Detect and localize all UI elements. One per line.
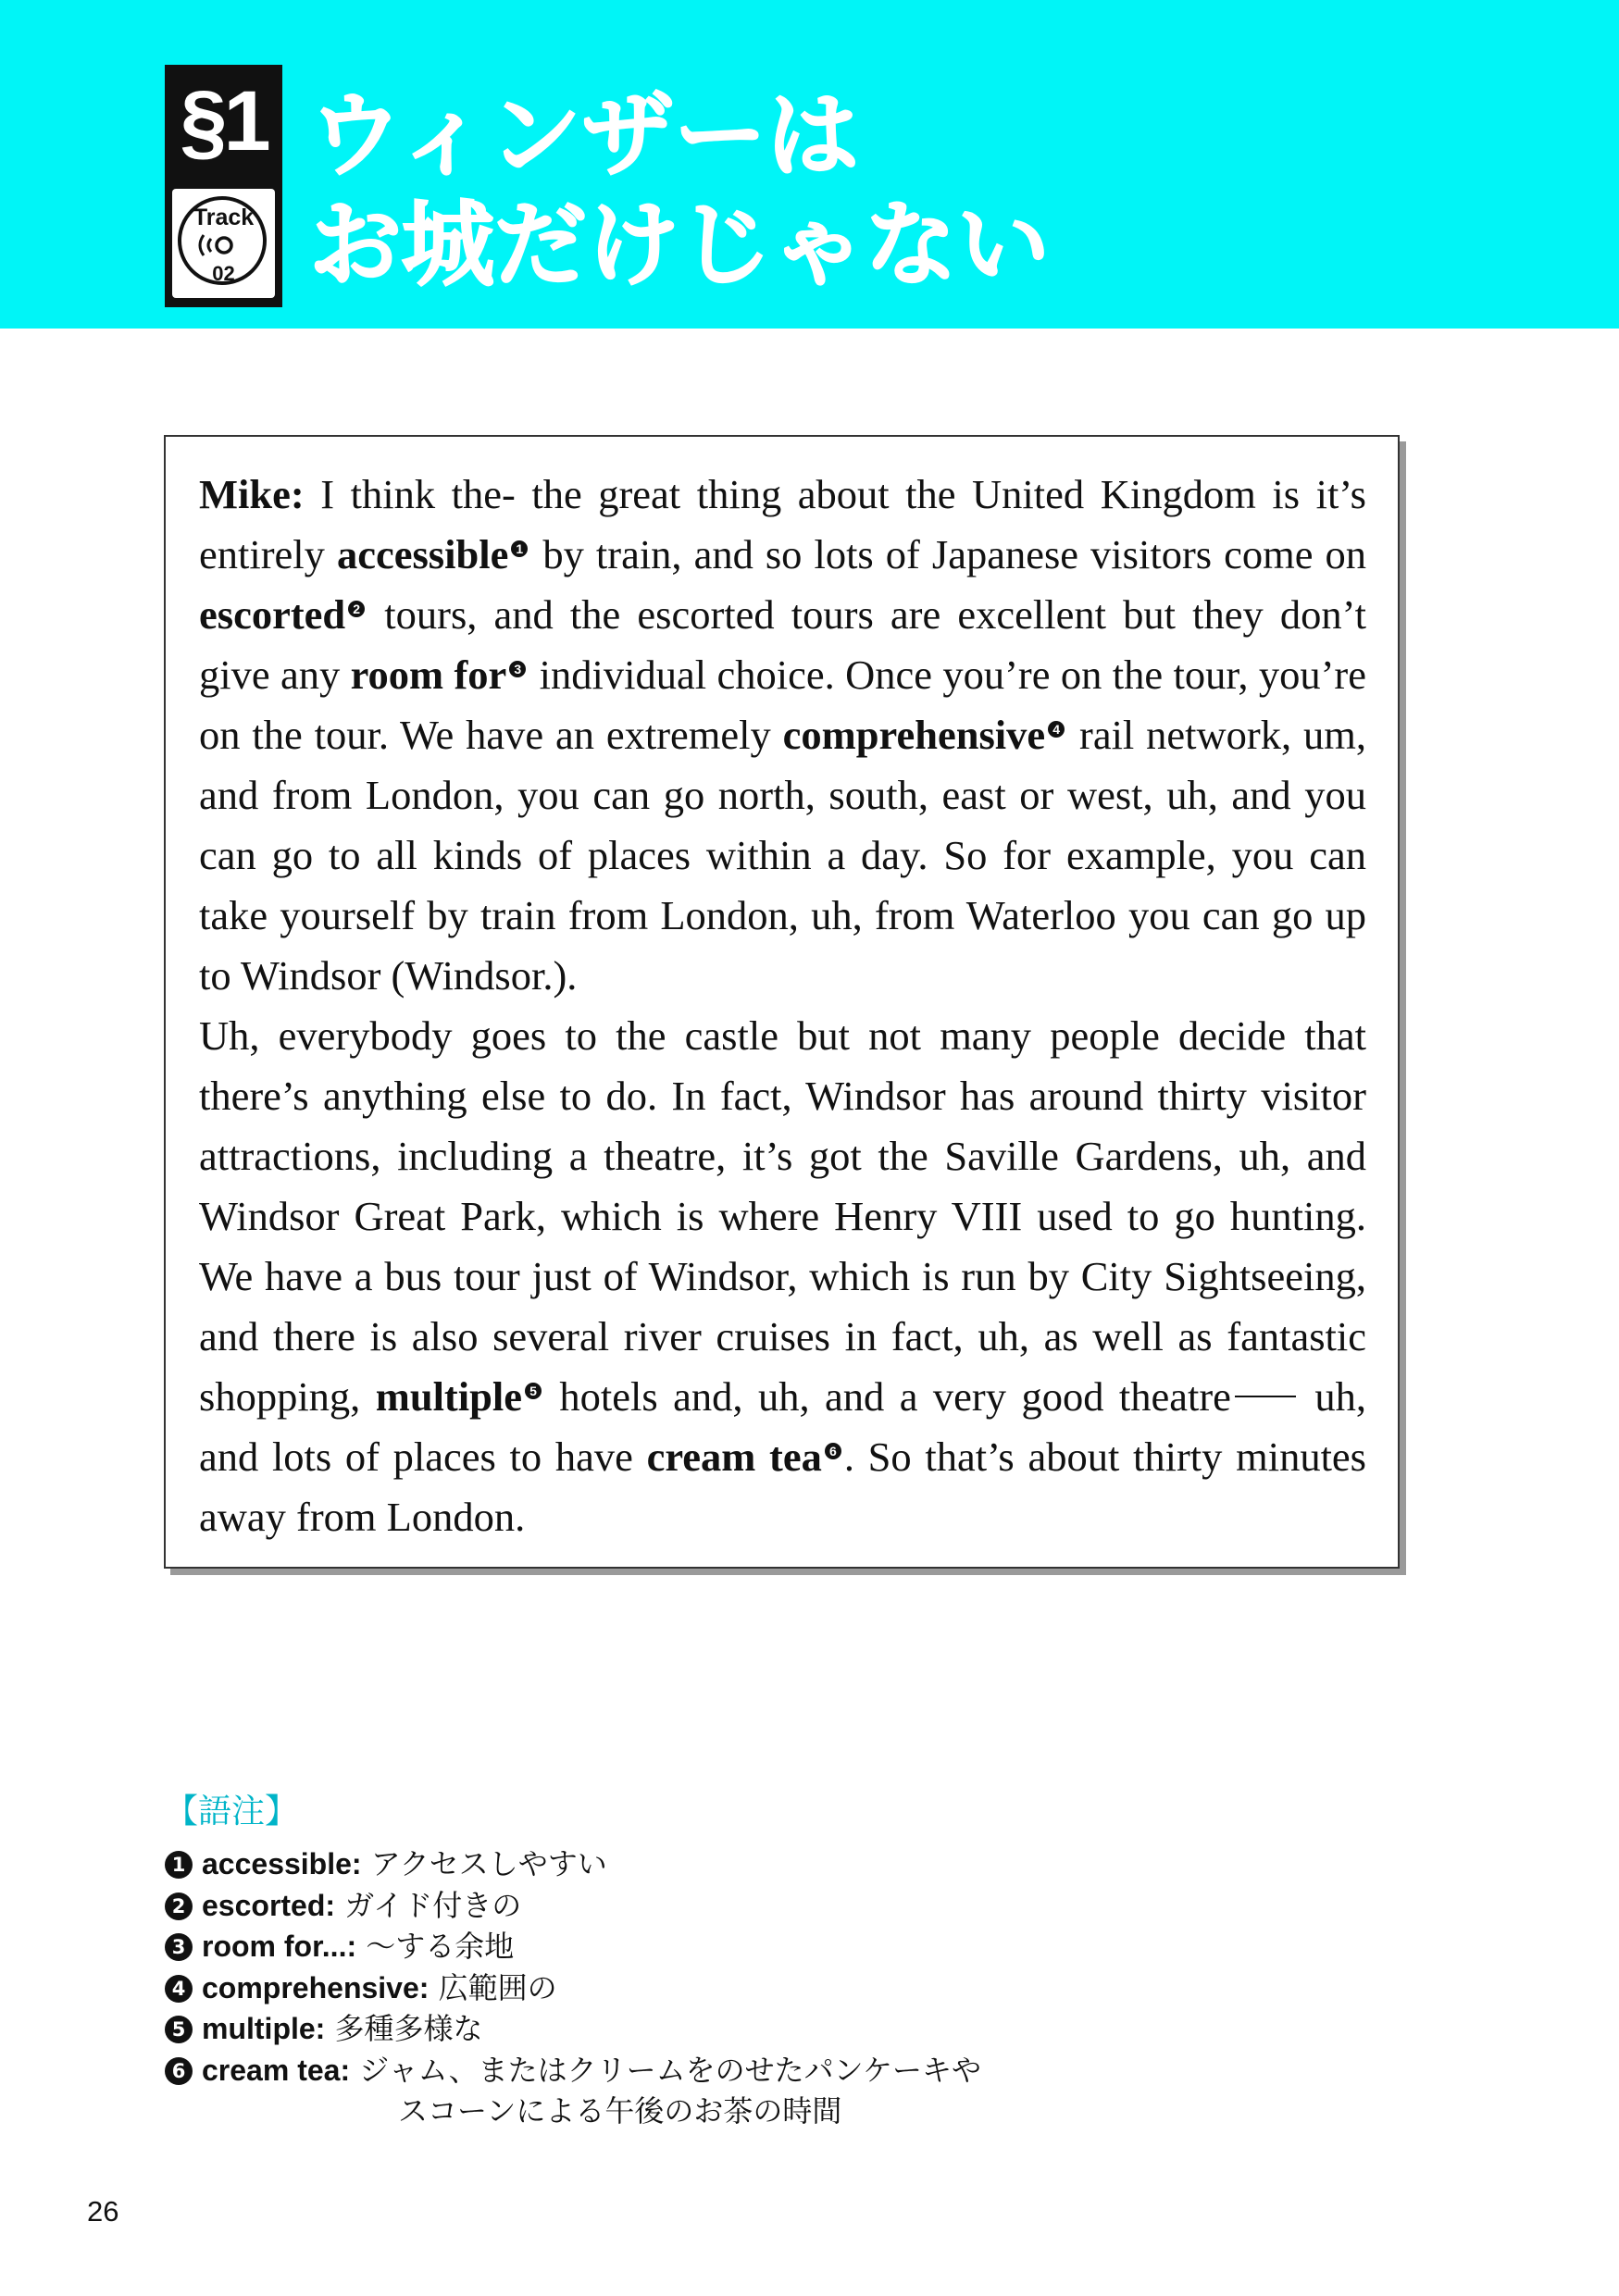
- track-number: 02: [212, 262, 235, 285]
- key-term: comprehensive: [782, 712, 1046, 758]
- glossary-list: [165, 1843, 1090, 2132]
- text-run: I think the- the great thing about the United Kingdom is it’s entirely: [199, 471, 1366, 577]
- glossary-number: 4: [165, 1975, 193, 2003]
- dialog-paragraph-1: [199, 465, 1366, 1006]
- title-line-2: お城だけじゃない: [309, 193, 1050, 297]
- note-marker: 2: [348, 601, 365, 617]
- key-term: accessible: [336, 531, 509, 577]
- page-title: [309, 81, 1050, 300]
- section-badge: [165, 65, 282, 307]
- glossary-definition: ジャム、またはクリームをのせたパンケーキや: [350, 2052, 981, 2088]
- text-run: Uh, everybody goes to the castle but not many people decide that there’s anything else to do. In fact, Windsor has around thirty visitor attractions, including a theatre, it’s got the Saville Gardens, uh, and Windsor Great Park, which is where Henry VIII used to go hunting. We have a bus tour just of Windsor, which is run by City Sightseeing, and there is also several river cruises in fact, uh, as well as fantastic shopping,: [199, 1012, 1366, 1420]
- track-badge: [172, 189, 275, 298]
- sound-wave-icon: [191, 231, 257, 259]
- section-number: §1: [180, 74, 268, 168]
- em-dash: [1235, 1396, 1296, 1397]
- note-marker: 6: [825, 1443, 841, 1459]
- track-label: Track: [193, 205, 255, 230]
- glossary-term: room for...:: [202, 1930, 357, 1963]
- glossary-definition-continued: スコーンによる午後のお茶の時間: [398, 2093, 842, 2128]
- glossary-term: cream tea:: [202, 2053, 351, 2087]
- text-run: rail network, um, and from London, you can go north, south, east or west, uh, and you can go to all kinds of places within a day. So for example, you can take yourself by train from London, uh, from Waterloo you can go up to Windsor (Windsor.).: [199, 712, 1366, 999]
- glossary-number: 5: [165, 2016, 193, 2043]
- text-run: by train, and so lots of Japanese visitors come on: [530, 531, 1367, 577]
- glossary-term: escorted:: [202, 1888, 336, 1922]
- glossary-definition: ガイド付きの: [335, 1887, 522, 1923]
- glossary-item: [165, 2008, 1090, 2050]
- glossary-term: multiple:: [202, 2012, 326, 2045]
- note-marker: 4: [1048, 721, 1065, 738]
- glossary-item: [165, 1885, 1090, 1927]
- text-run: . So that’s about thirty minutes away from London.: [199, 1433, 1367, 1540]
- glossary-number: 6: [165, 2057, 193, 2085]
- key-term: escorted: [199, 591, 346, 638]
- text-run: tours, and the escorted tours are excellent but they don’t give any: [199, 591, 1366, 698]
- glossary-item: [165, 2050, 1090, 2132]
- glossary-title: 【語注】: [165, 1792, 299, 1830]
- dialog-box: [164, 435, 1400, 1569]
- glossary-definition: 広範囲の: [429, 1969, 557, 2005]
- glossary-definition: ～する余地: [356, 1929, 515, 1964]
- glossary-item: [165, 1967, 1090, 2009]
- note-marker: 5: [525, 1383, 542, 1399]
- note-marker: 3: [509, 661, 526, 677]
- glossary-number: 1: [165, 1851, 193, 1879]
- glossary-definition: アクセスしやすい: [361, 1846, 607, 1881]
- glossary-term: comprehensive:: [202, 1970, 430, 2004]
- page-number: 26: [87, 2195, 119, 2228]
- glossary-term: accessible:: [202, 1847, 362, 1880]
- speaker-name: Mike:: [199, 471, 305, 517]
- glossary-item: [165, 1926, 1090, 1967]
- note-marker: 1: [511, 540, 528, 557]
- dialog-paragraph-2: [199, 1006, 1366, 1547]
- text-run: uh, and lots of places to have: [199, 1373, 1367, 1480]
- key-term: room for: [350, 652, 507, 698]
- key-term: multiple: [375, 1373, 522, 1420]
- glossary-item: [165, 1843, 1090, 1885]
- dialog-text: [199, 465, 1366, 1547]
- text-run: individual choice. Once you’re on the tour, you’re on the tour. We have an extremely: [199, 652, 1366, 758]
- glossary-number: 3: [165, 1933, 193, 1961]
- text-run: hotels and, uh, and a very good theatre: [543, 1373, 1231, 1420]
- header-band: [0, 0, 1619, 329]
- key-term: cream tea: [646, 1433, 822, 1480]
- title-line-1: ウィンザーは: [309, 84, 859, 188]
- glossary-definition: 多種多様な: [325, 2011, 483, 2046]
- glossary-number: 2: [165, 1893, 193, 1920]
